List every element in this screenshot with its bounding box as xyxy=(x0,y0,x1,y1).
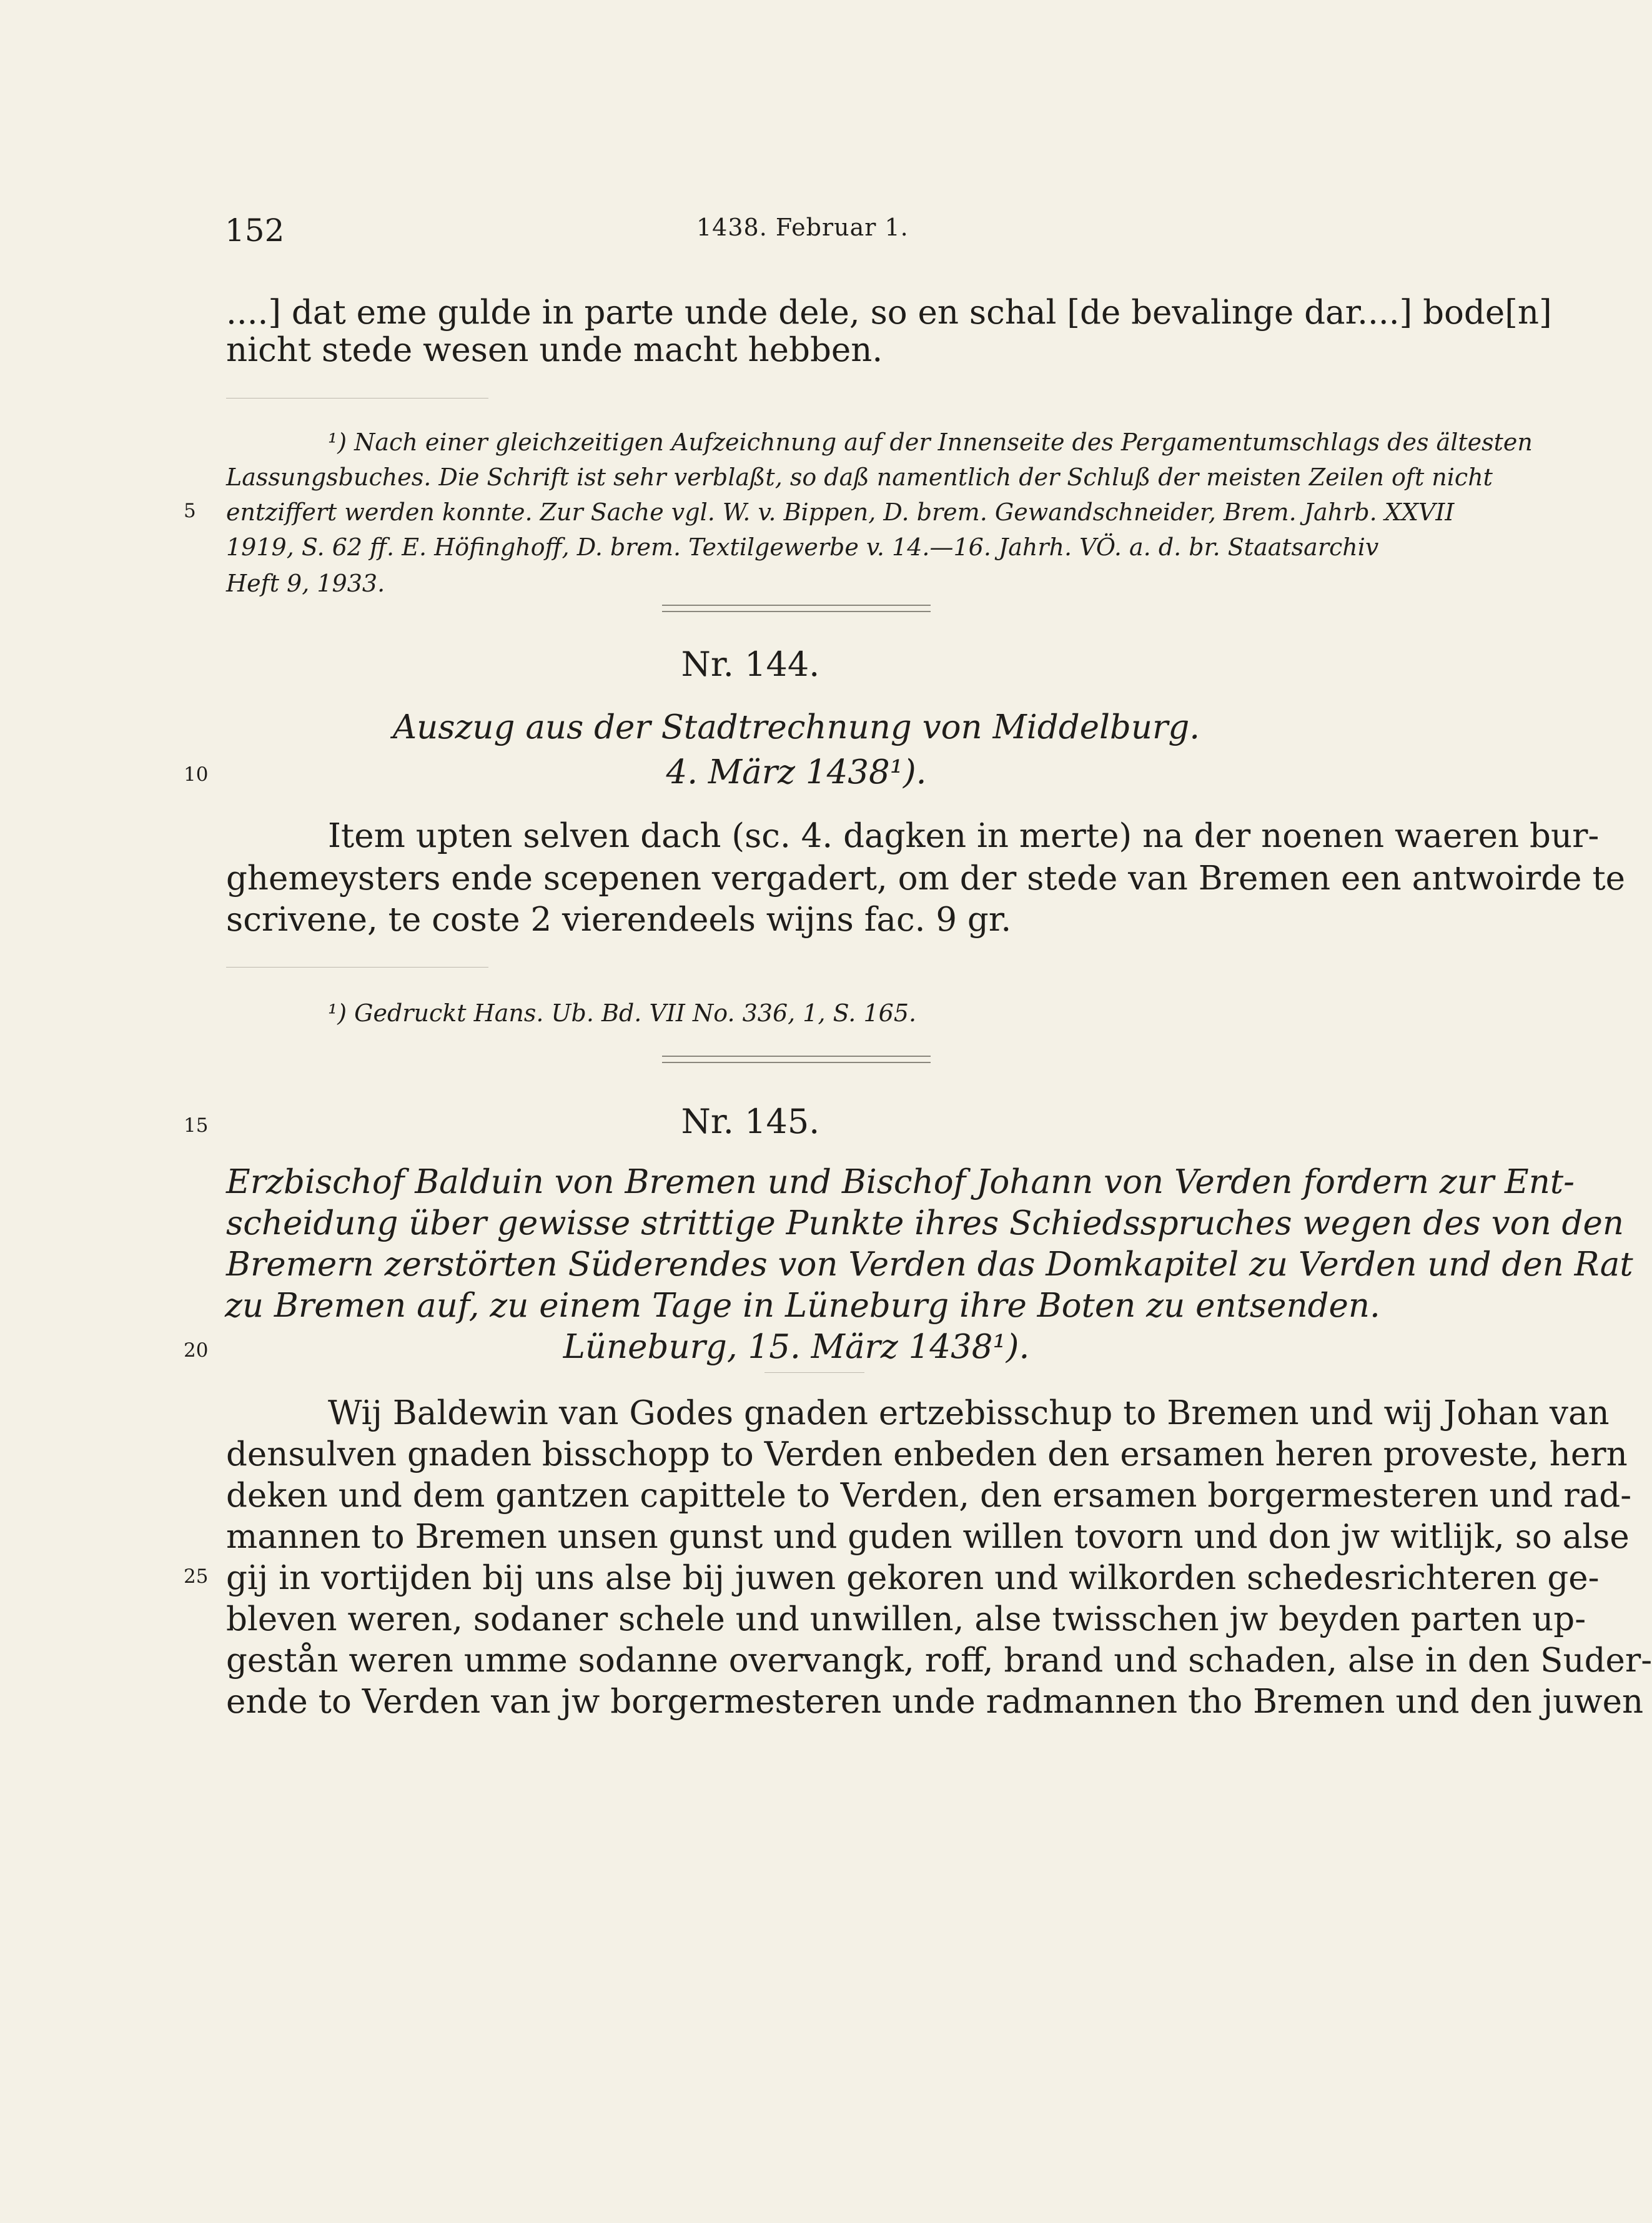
body-line: gestån weren umme sodanne overvangk, roff, brand und schaden, alse in den Suder- xyxy=(226,1641,1652,1680)
line-number: 10 xyxy=(184,763,209,786)
date-underline xyxy=(764,1372,864,1373)
continuation-line: ....] dat eme gulde in parte unde dele, so en schal [de bevalinge dar....] bode[n] xyxy=(226,294,1552,332)
entry-title-line: Erzbischof Balduin von Bremen und Bischof Johann von Verden fordern zur Ent- xyxy=(226,1163,1575,1201)
continuation-line: nicht stede wesen unde macht hebben. xyxy=(226,331,883,369)
section-divider xyxy=(662,605,931,606)
footnote-line: ¹) Nach einer gleichzeitigen Aufzeichnung auf der Innenseite des Pergamentumschlags des ältesten xyxy=(328,428,1533,456)
entry-number: Nr. 144. xyxy=(681,645,820,684)
entry-title: Auszug aus der Stadtrechnung von Middelburg. xyxy=(392,708,1200,746)
line-number: 25 xyxy=(184,1565,209,1588)
footnote-separator xyxy=(226,967,488,968)
entry-number: Nr. 145. xyxy=(681,1102,820,1141)
footnote-line: ¹) Gedruckt Hans. Ub. Bd. VII No. 336, 1, S. 165. xyxy=(328,999,917,1027)
body-line: ende to Verden van jw borgermesteren unde radmannen tho Bremen und den juwen xyxy=(226,1683,1644,1721)
entry-date: Lüneburg, 15. März 1438¹). xyxy=(563,1328,1030,1366)
body-line: bleven weren, sodaner schele und unwillen, alse twisschen jw beyden parten up- xyxy=(226,1600,1586,1638)
footnote-separator xyxy=(226,398,488,399)
body-line: mannen to Bremen unsen gunst und guden willen tovorn und don jw witlijk, so alse xyxy=(226,1518,1630,1556)
section-divider xyxy=(662,1056,931,1057)
section-divider xyxy=(662,611,931,612)
line-number: 15 xyxy=(184,1114,209,1137)
entry-title-line: zu Bremen auf, zu einem Tage in Lüneburg ihre Boten zu entsenden. xyxy=(225,1287,1380,1325)
body-line: ghemeysters ende scepenen vergadert, om der stede van Bremen een antwoirde te xyxy=(226,859,1626,898)
footnote-line: 1919, S. 62 ff. E. Höfinghoff, D. brem. Textilgewerbe v. 14.—16. Jahrh. VÖ. a. d. br. Staatsarchiv xyxy=(226,533,1379,561)
page-number: 152 xyxy=(225,212,285,249)
body-line: scrivene, te coste 2 vierendeels wijns fac. 9 gr. xyxy=(226,901,1012,939)
section-divider xyxy=(662,1062,931,1063)
entry-title-line: Bremern zerstörten Süderendes von Verden das Domkapitel zu Verden und den Rat xyxy=(226,1245,1633,1284)
body-line: deken und dem gantzen capittele to Verden, den ersamen borgermesteren und rad- xyxy=(226,1477,1632,1515)
entry-title-line: scheidung über gewisse strittige Punkte ihres Schiedsspruches wegen des von den xyxy=(226,1204,1624,1242)
body-line: Wij Baldewin van Godes gnaden ertzebisschup to Bremen und wij Johan van xyxy=(328,1394,1610,1432)
footnote-line: entziffert werden konnte. Zur Sache vgl. W. v. Bippen, D. brem. Gewandschneider, Brem. Jahrb. XXVII xyxy=(226,498,1455,526)
footnote-line: Lassungsbuches. Die Schrift ist sehr verblaßt, so daß namentlich der Schluß der meisten Zeilen oft nicht xyxy=(226,463,1493,491)
entry-date: 4. März 1438¹). xyxy=(666,753,927,791)
running-head: 1438. Februar 1. xyxy=(696,214,909,241)
footnote-line: Heft 9, 1933. xyxy=(226,570,385,597)
body-line: Item upten selven dach (sc. 4. dagken in merte) na der noenen waeren bur- xyxy=(328,817,1600,855)
line-number: 5 xyxy=(184,500,196,522)
body-line: gij in vortijden bij uns alse bij juwen gekoren und wilkorden schedesrichteren ge- xyxy=(226,1559,1600,1597)
line-number: 20 xyxy=(184,1339,209,1362)
body-line: densulven gnaden bisschopp to Verden enbeden den ersamen heren proveste, hern xyxy=(226,1435,1628,1473)
